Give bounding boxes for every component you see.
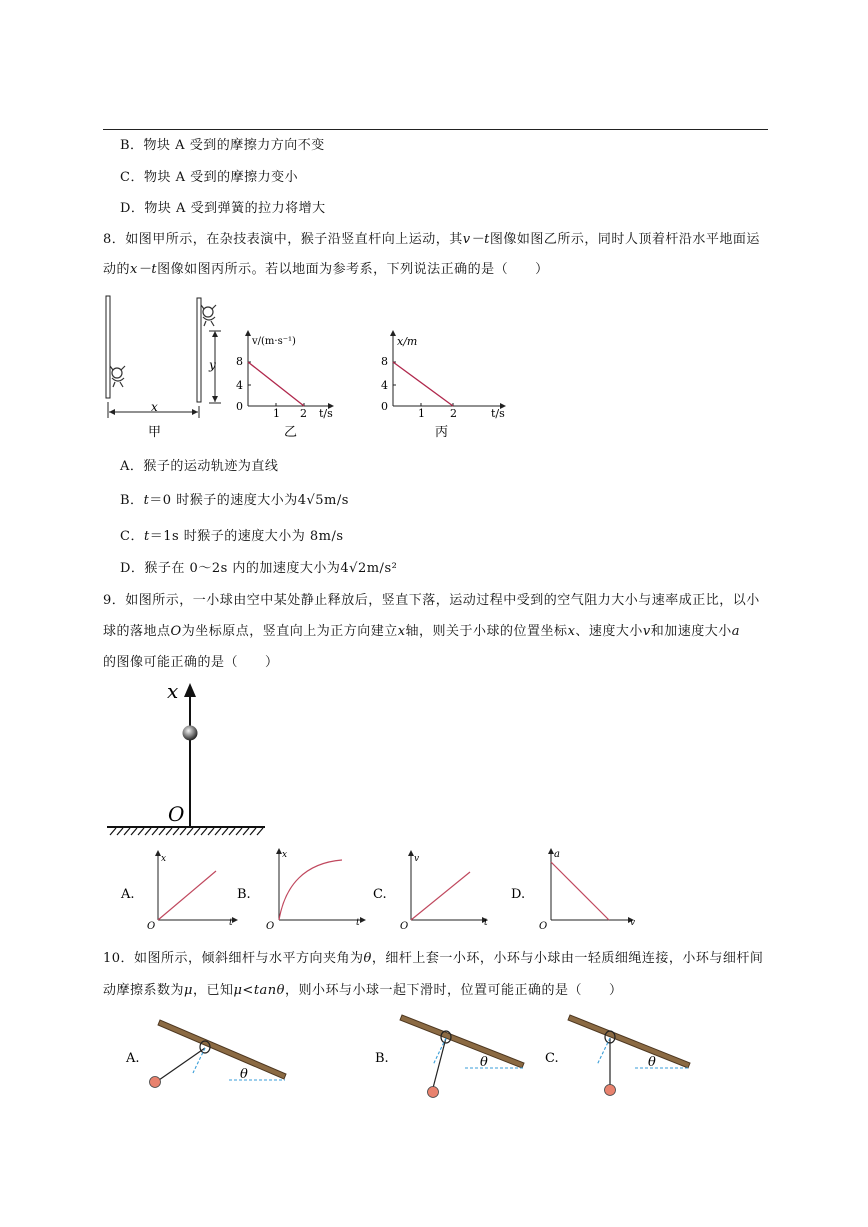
svg-text:a: a [554, 849, 560, 860]
q10-stem-line2: 动摩擦系数为μ，已知μ<tanθ，则小环与小球一起下滑时，位置可能正确的是（ ） [103, 983, 623, 998]
bing-y-axis-label: x/m [397, 335, 418, 348]
bing-tick-1: 1 [418, 407, 425, 420]
q9-stem-line3: 的图像可能正确的是（ ） [103, 655, 279, 670]
yi-caption: 乙 [284, 425, 298, 440]
svg-text:C.: C. [545, 1051, 559, 1066]
bing-tick-2: 2 [450, 407, 457, 420]
bing-tick-4: 4 [381, 379, 388, 392]
yi-x-axis-label: t/s [319, 407, 333, 420]
header-rule [103, 129, 768, 130]
ball [428, 1087, 439, 1098]
q9-figure [100, 675, 280, 840]
option-C: C．物块 A 受到的摩擦力变小 [120, 170, 299, 185]
bing-x-axis-label: t/s [491, 407, 505, 420]
q9-options [115, 845, 655, 930]
svg-text:θ: θ [240, 1067, 248, 1082]
jia-caption: 甲 [148, 425, 162, 440]
figure-yi [236, 330, 334, 440]
q10-option-A [125, 1020, 286, 1088]
ball [605, 1085, 616, 1096]
q9-option-C [373, 850, 488, 930]
option-B: B．物块 A 受到的摩擦力方向不变 [120, 138, 325, 153]
q8-stem-line1: 8．如图甲所示，在杂技表演中，猴子沿竖直杆向上运动，其v－t图像如图乙所示，同时人顶着杆沿水平地面运 [103, 232, 760, 247]
svg-text:O: O [266, 921, 275, 930]
svg-text:B.: B. [375, 1051, 389, 1066]
bing-tick-8: 8 [381, 355, 388, 368]
figure-bing [381, 330, 506, 440]
q9-stem-line1: 9．如图所示，一小球由空中某处静止释放后，竖直下落，运动过程中受到的空气阻力大小与速率成正比，以小 [103, 593, 760, 608]
ball [150, 1077, 161, 1088]
svg-text:D.: D. [511, 887, 526, 902]
ground-hatching [110, 828, 263, 835]
rod [400, 1015, 524, 1068]
svg-text:θ: θ [648, 1055, 656, 1070]
q9-option-B [237, 848, 366, 930]
q9-fig-origin: O [168, 802, 185, 826]
q8-option-C: C．t＝1s 时猴子的速度大小为 8m/s [120, 529, 344, 544]
yi-tick-4: 4 [236, 379, 243, 392]
svg-text:v: v [630, 918, 636, 928]
rod [158, 1020, 286, 1079]
q8-option-B: B．t＝0 时猴子的速度大小为4√5m/s [120, 493, 349, 508]
jia-x-label: x [151, 400, 158, 414]
q8-option-A: A．猴子的运动轨迹为直线 [120, 459, 279, 474]
bing-caption: 丙 [435, 425, 449, 440]
q8-stem-line2: 动的x－t图像如图丙所示。若以地面为参考系，下列说法正确的是（ ） [103, 262, 549, 277]
svg-text:t: t [484, 918, 488, 928]
option-D: D．物块 A 受到弹簧的拉力将增大 [120, 201, 326, 216]
yi-tick-8: 8 [236, 355, 243, 368]
rod [568, 1015, 690, 1068]
yi-tick-2: 2 [300, 407, 307, 420]
svg-text:x: x [282, 850, 288, 860]
q8-figures [95, 290, 525, 450]
svg-text:O: O [400, 921, 409, 930]
svg-text:θ: θ [480, 1055, 488, 1070]
svg-text:t: t [356, 918, 360, 928]
yi-tick-0: 0 [236, 400, 243, 413]
q10-option-C [545, 1015, 690, 1096]
q9-fig-axis-x: x [167, 679, 179, 703]
q10-option-B [375, 1015, 524, 1098]
svg-text:x: x [161, 854, 167, 864]
svg-text:v: v [414, 854, 420, 864]
monkey-bottom-icon [110, 366, 125, 387]
yi-y-axis-label: v/(m·s⁻¹) [252, 336, 296, 347]
svg-text:A.: A. [126, 1051, 140, 1066]
jia-y-label: y [209, 358, 216, 372]
bing-tick-0: 0 [381, 400, 388, 413]
svg-text:A.: A. [121, 887, 135, 902]
svg-text:t: t [229, 918, 233, 928]
svg-text:B.: B. [237, 887, 251, 902]
q9-stem-line2: 球的落地点O为坐标原点，竖直向上为正方向建立x轴，则关于小球的位置坐标x、速度大小v和加速度大小a [103, 624, 741, 639]
ball-icon [183, 726, 198, 741]
q9-option-D [511, 848, 635, 930]
q10-options [115, 1010, 705, 1100]
q9-option-A [120, 850, 238, 930]
q8-option-D: D．猴子在 0～2s 内的加速度大小为4√2m/s² [120, 561, 398, 576]
yi-line [248, 362, 304, 406]
yi-tick-1: 1 [273, 407, 280, 420]
bing-line [393, 362, 453, 406]
q10-stem-line1: 10．如图所示，倾斜细杆与水平方向夹角为θ，细杆上套一小环，小环与小球由一轻质细绳连接，小环与细杆间 [103, 951, 764, 966]
monkey-top-icon [201, 305, 216, 326]
svg-text:C.: C. [373, 887, 387, 902]
svg-text:O: O [539, 921, 548, 930]
figure-jia [106, 296, 221, 440]
svg-text:O: O [147, 921, 156, 930]
